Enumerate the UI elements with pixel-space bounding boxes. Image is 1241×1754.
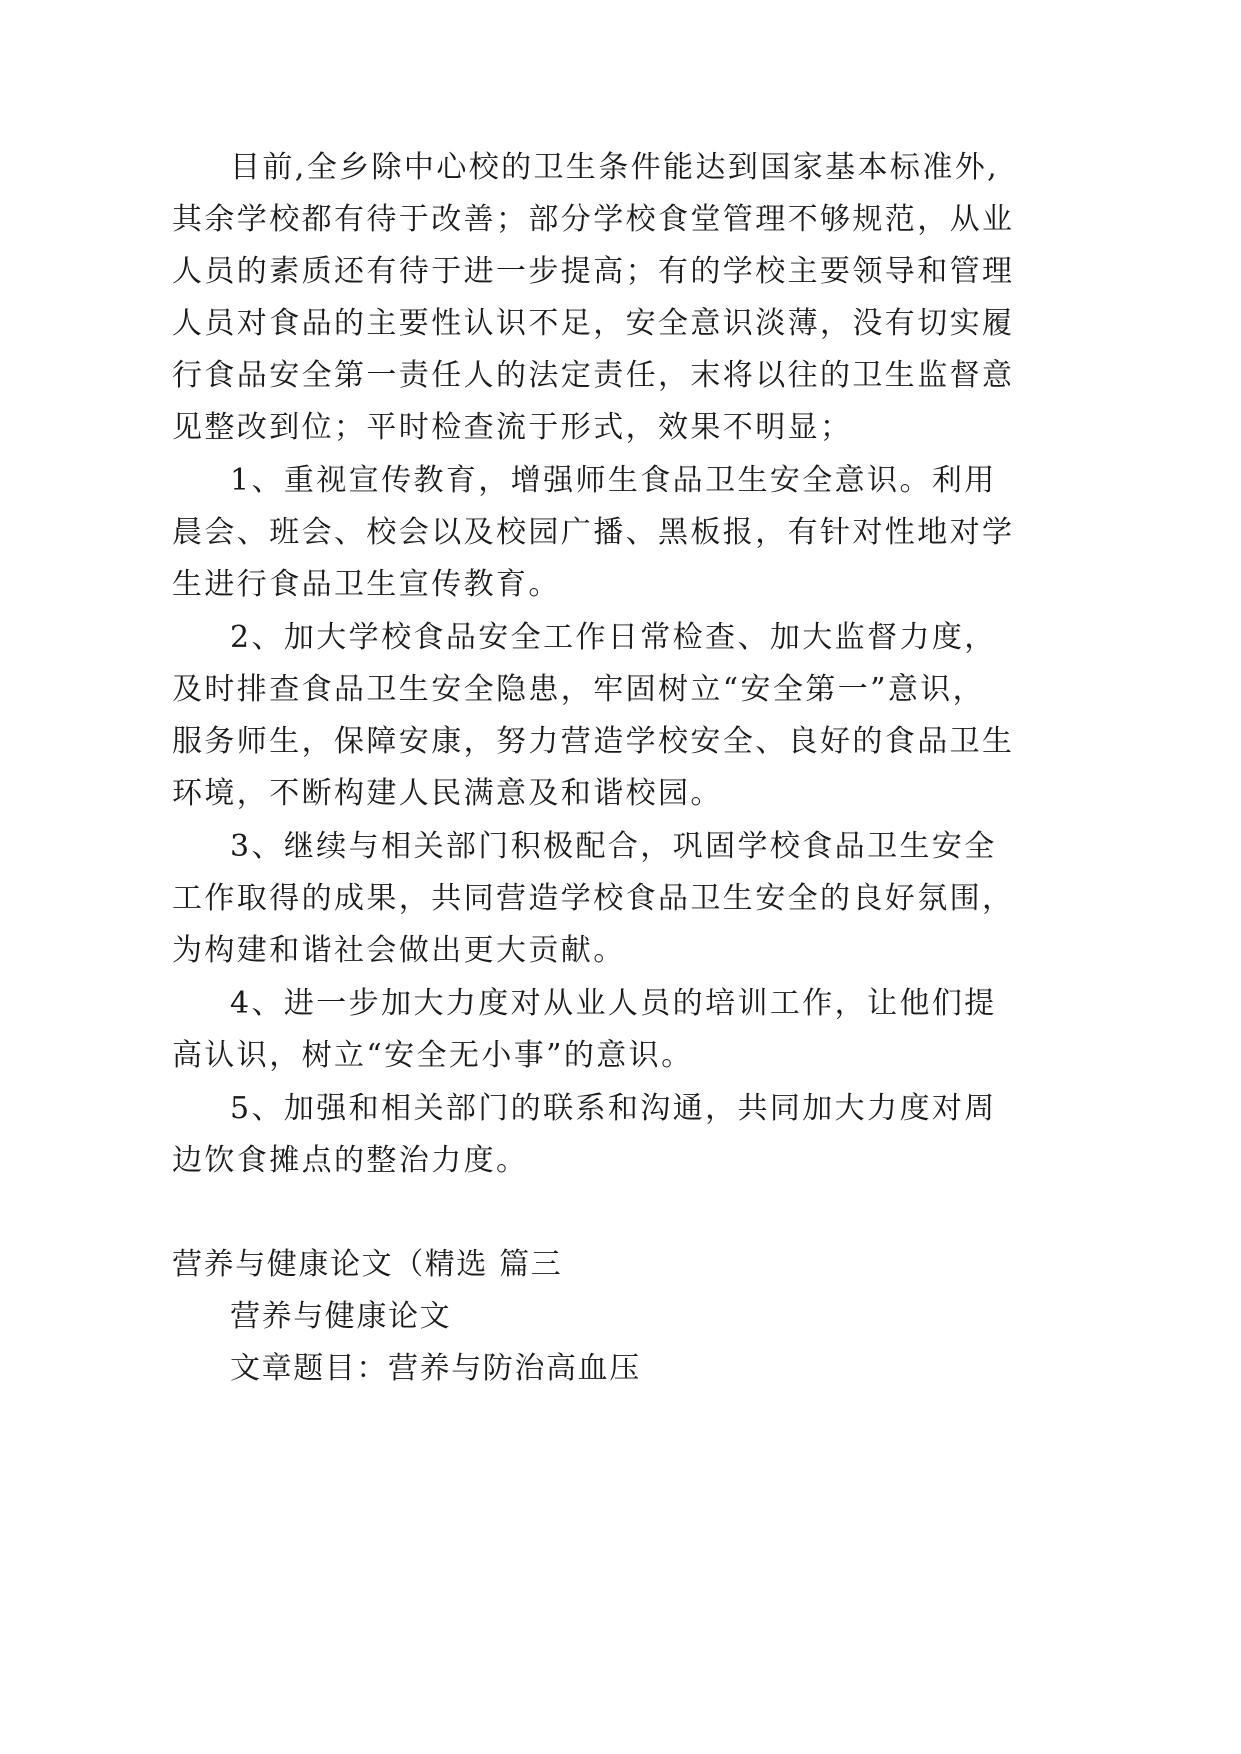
paragraph-3-line-1: 2、加大学校食品安全工作日常检查、加大监督力度， (230, 620, 997, 655)
paragraph-6-line-1: 5、加强和相关部门的联系和沟通，共同加大力度对周 (230, 1091, 997, 1126)
paragraph-1-line-4: 人员对食品的主要性认识不足，安全意识淡薄，没有切实履 (172, 306, 1015, 341)
paragraph-1-line-6: 见整改到位；平时检查流于形式，效果不明显； (172, 410, 853, 445)
section-heading: 营养与健康论文（精选 篇三 (172, 1247, 563, 1282)
paragraph-2-line-3: 生进行食品卫生宣传教育。 (172, 567, 561, 602)
paragraph-4-line-2: 工作取得的成果，共同营造学校食品卫生安全的良好氛围， (172, 881, 1015, 916)
paragraph-3-line-2: 及时排查食品卫生安全隐患，牢固树立“安全第一”意识， (172, 672, 986, 707)
paragraph-5-line-2: 高认识，树立“安全无小事”的意识。 (172, 1038, 694, 1073)
paragraph-6-line-2: 边饮食摊点的整治力度。 (172, 1143, 529, 1178)
paragraph-3-line-3: 服务师生，保障安康，努力营造学校安全、良好的食品卫生 (172, 724, 1015, 759)
paragraph-3-line-4: 环境，不断构建人民满意及和谐校园。 (172, 776, 723, 811)
paragraph-1-line-3: 人员的素质还有待于进一步提高；有的学校主要领导和管理 (172, 254, 1015, 289)
paragraph-2-line-2: 晨会、班会、校会以及校园广播、黑板报，有针对性地对学 (172, 515, 1015, 550)
article-label: 营养与健康论文 (230, 1299, 452, 1334)
paragraph-4-line-3: 为构建和谐社会做出更大贡献。 (172, 933, 626, 968)
paragraph-1-line-5: 行食品安全第一责任人的法定责任，末将以往的卫生监督意 (172, 358, 1015, 393)
article-title: 文章题目：营养与防治高血压 (230, 1351, 641, 1386)
paragraph-1-line-1: 目前,全乡除中心校的卫生条件能达到国家基本标准外, (230, 150, 1000, 185)
paragraph-1-line-2: 其余学校都有待于改善；部分学校食堂管理不够规范，从业 (172, 202, 1015, 237)
paragraph-2-line-1: 1、重视宣传教育，增强师生食品卫生安全意识。利用 (230, 463, 997, 498)
paragraph-5-line-1: 4、进一步加大力度对从业人员的培训工作，让他们提 (230, 986, 997, 1021)
paragraph-4-line-1: 3、继续与相关部门积极配合，巩固学校食品卫生安全 (230, 829, 997, 864)
